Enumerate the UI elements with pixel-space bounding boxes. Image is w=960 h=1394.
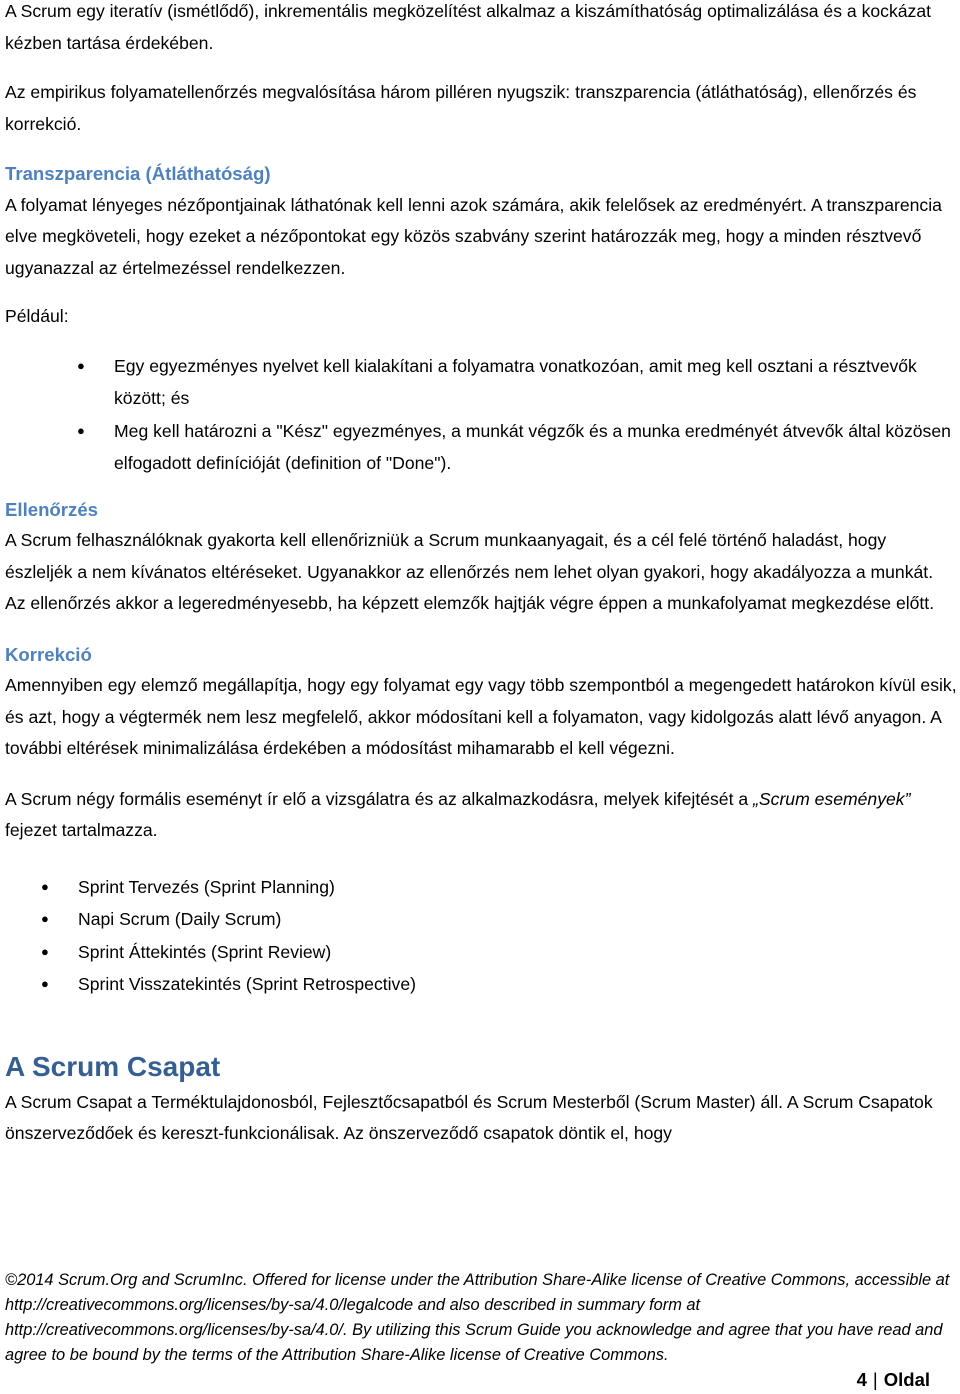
- events-intro-text-end: fejezet tartalmazza.: [5, 820, 158, 840]
- events-chapter-reference: „Scrum események”: [753, 788, 911, 809]
- list-item-text: Napi Scrum (Daily Scrum): [78, 909, 282, 929]
- bullet-icon: ●: [41, 943, 49, 959]
- heading-adaptation: Korrekció: [5, 643, 92, 665]
- inspection-paragraph: A Scrum felhasználóknak gyakorta kell ellenőrizniük a Scrum munkaanyagait, és a cél felé történő haladást, hogy észleljék a nem kívánatos eltéréseket. Ugyanakkor az ellenőrzés nem lehet olyan gyakori, hogy akadályozza a munkát. Az ellenőrzés akkor a legeredményesebb, ha képzett elemzők hajtják végre éppen a munkafolyamat megkezdése előtt.: [5, 530, 935, 613]
- bullet-icon: ●: [41, 976, 49, 991]
- transparency-bullet-list: [5, 350, 957, 480]
- heading-inspection: Ellenőrzés: [5, 498, 99, 520]
- intro-paragraph-1: A Scrum egy iteratív (ismétlődő), inkrementális megközelítést alkalmaz a kiszámíthatóság optimalizálása és a kockázat kézben tartása érdekében.: [5, 1, 932, 53]
- list-item-text: Sprint Visszatekintés (Sprint Retrospective): [78, 974, 417, 994]
- bullet-icon: ●: [41, 878, 49, 894]
- list-item-text: Sprint Áttekintés (Sprint Review): [78, 941, 332, 962]
- list-item: [5, 350, 957, 415]
- example-label: Például:: [5, 306, 69, 326]
- heading-transparency: Transzparencia (Átláthatóság): [5, 163, 271, 184]
- events-intro-paragraph: [5, 784, 957, 847]
- list-item: [5, 871, 957, 904]
- page-footer: [5, 1268, 960, 1368]
- list-item-text: Sprint Tervezés (Sprint Planning): [78, 876, 335, 897]
- events-intro-text: A Scrum négy formális eseményt ír elő a vizsgálatra és az alkalmazkodásra, melyek kifejtését a: [5, 788, 754, 809]
- page-number-separator: |: [872, 1369, 878, 1390]
- scrum-team-paragraph: A Scrum Csapat a Terméktulajdonosból, Fejlesztőcsapatból és Scrum Mesterből (Scrum Master) áll. A Scrum Csapatok önszerveződőek és kereszt-funkcionálisak. Az önszerveződő csapatok döntik el, hogy: [5, 1091, 933, 1143]
- page-number-label: Oldal: [883, 1369, 930, 1390]
- scrum-events-list: [5, 871, 957, 1001]
- page-number: [857, 1366, 930, 1394]
- bullet-icon: ●: [77, 357, 85, 373]
- bullet-icon: ●: [77, 422, 85, 438]
- heading-scrum-team: A Scrum Csapat: [5, 1050, 221, 1082]
- list-item-text: Meg kell határozni a "Kész" egyezményes, a munkát végzők és a munka eredményét átvevők által közösen elfogadott definícióját (definition of "Done").: [114, 420, 951, 473]
- intro-paragraph-2: Az empirikus folyamatellenőrzés megvalósítása három pilléren nyugszik: transzparencia (átláthatóság), ellenőrzés és korrekció.: [5, 82, 917, 134]
- list-item: [5, 968, 957, 1001]
- transparency-paragraph: A folyamat lényeges nézőpontjainak láthatónak kell lenni azok számára, akik felelősek az eredményért. A transzparencia elve megköveteli, hogy ezeket a nézőpontokat egy közös szabvány szerint határozzák meg, hogy a minden résztvevő ugyanazzal az értelmezéssel rendelkezzen.: [5, 194, 942, 278]
- list-item-text: Egy egyezményes nyelvet kell kialakítani a folyamatra vonatkozóan, amit meg kell osztani a résztvevők között; és: [114, 355, 917, 408]
- bullet-icon: ●: [41, 911, 49, 926]
- document-page: [5, 0, 957, 1150]
- list-item: [5, 936, 957, 969]
- page-number-value: 4: [856, 1369, 867, 1390]
- license-text: ©2014 Scrum.Org and ScrumInc. Offered for license under the Attribution Share-Alike license of Creative Commons, accessible at http://creativecommons.org/licenses/by-sa/4.0/legalcode and also described in summary form at http://creativecommons.org/licenses/by-sa/4.0/. By utilizing this Scrum Guide you acknowledge and agree that you have read and agree to be bound by the terms of the Attribution Share-Alike license of Creative Commons.: [5, 1271, 950, 1364]
- adaptation-paragraph: Amennyiben egy elemző megállapítja, hogy egy folyamat egy vagy több szempontból a megengedett határokon kívül esik, és azt, hogy a végtermék nem lesz megfelelő, akkor módosítani kell a folyamaton, vagy kidolgozás alatt lévő anyagon. A további eltérések minimalizálása érdekében a módosítást mihamarabb el kell végezni.: [5, 675, 957, 758]
- list-item: [5, 903, 957, 936]
- list-item: [5, 415, 957, 480]
